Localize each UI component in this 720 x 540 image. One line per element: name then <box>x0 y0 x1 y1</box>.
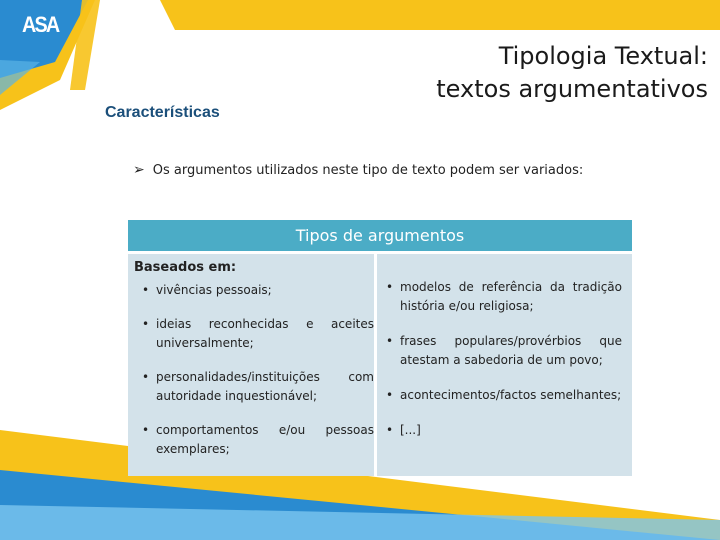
list-item: • [...] <box>384 421 622 440</box>
left-column-heading: Baseados em: <box>134 260 237 275</box>
title-line-1: Tipologia Textual: <box>498 42 708 70</box>
slide-title <box>436 40 708 106</box>
intro-bullet <box>133 162 583 178</box>
intro-text: Os argumentos utilizados neste tipo de texto podem ser variados: <box>152 162 584 178</box>
yellow-top-stripe <box>160 0 720 30</box>
asa-logo: ASA <box>22 12 59 37</box>
left-column <box>134 260 374 474</box>
list-item: • acontecimentos/factos semelhantes; <box>384 386 622 405</box>
list-item: • modelos de referência da tradição história e/ou religiosa; <box>384 278 622 316</box>
slide-subtitle: Características <box>105 104 220 121</box>
list-item: • frases populares/provérbios que atestam a sabedoria de um povo; <box>384 332 622 370</box>
list-item: • vivências pessoais; <box>134 281 374 300</box>
column-divider <box>374 254 377 476</box>
list-item: • personalidades/instituições com autoridade inquestionável; <box>134 368 374 406</box>
list-item: • comportamentos e/ou pessoas exemplares; <box>134 421 374 459</box>
list-item: • ideias reconhecidas e aceites universalmente; <box>134 315 374 353</box>
right-column <box>384 278 622 456</box>
arrow-bullet-icon: ➢ <box>133 162 145 178</box>
arguments-table <box>128 220 632 476</box>
title-line-2: textos argumentativos <box>436 75 708 103</box>
table-header: Tipos de argumentos <box>128 220 632 254</box>
